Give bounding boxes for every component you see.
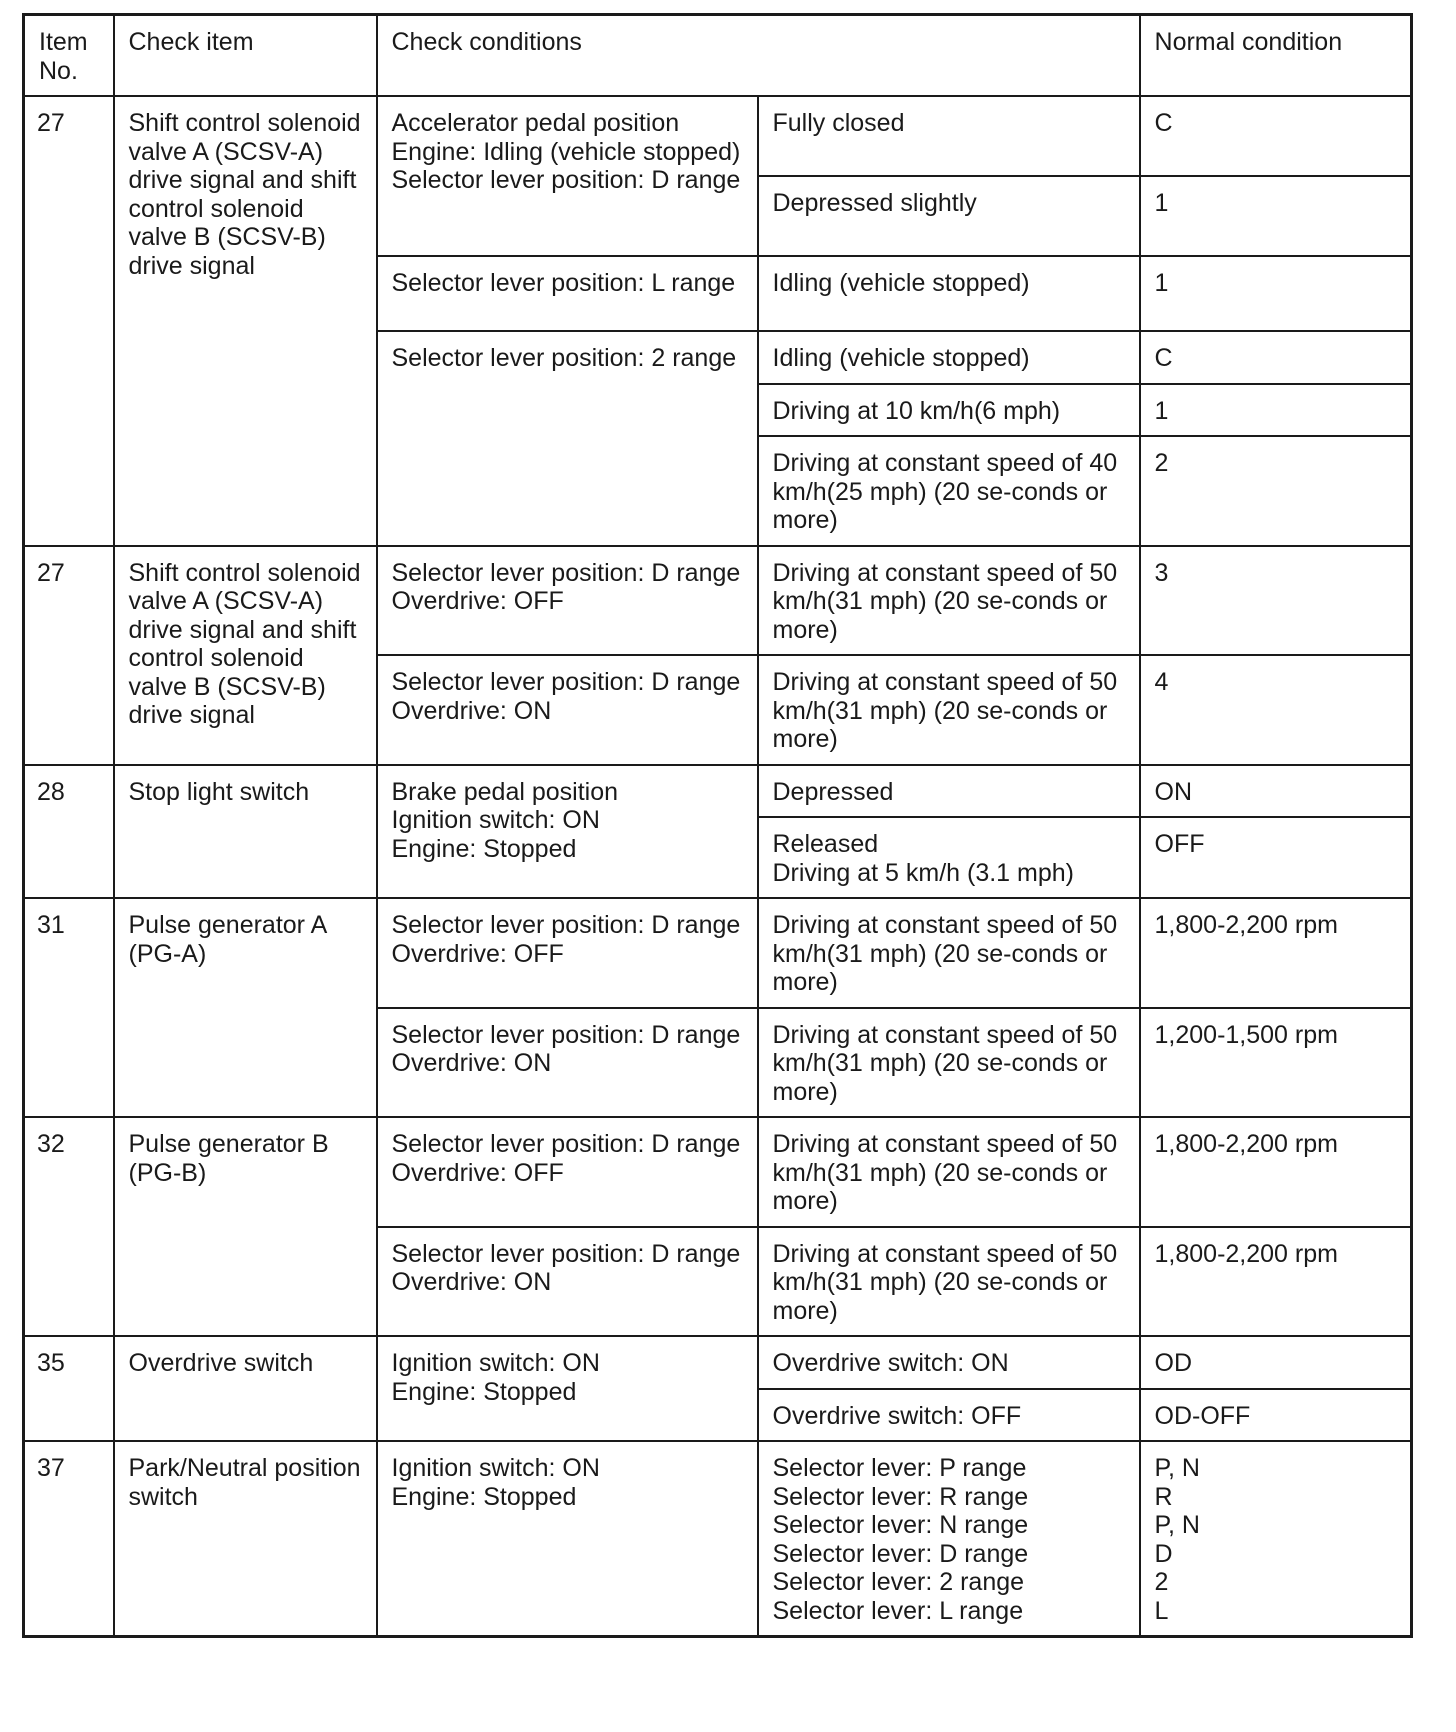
table-row <box>24 765 1412 818</box>
table-row <box>24 1336 1412 1389</box>
check-item: Pulse generator B (PG-B) <box>114 1117 377 1336</box>
normal-condition: ON <box>1140 765 1412 818</box>
normal-condition: 1,800-2,200 rpm <box>1140 1227 1412 1337</box>
check-item: Overdrive switch <box>114 1336 377 1441</box>
header-check-conditions: Check conditions <box>377 15 1140 97</box>
check-table <box>22 13 1413 1638</box>
condition-detail: Driving at constant speed of 50 km/h(31 mph) (20 se-conds or more) <box>758 546 1140 656</box>
check-item: Pulse generator A (PG-A) <box>114 898 377 1117</box>
condition-detail: Depressed <box>758 765 1140 818</box>
check-condition: Selector lever position: L range <box>377 256 758 331</box>
header-row <box>24 15 1412 97</box>
normal-condition: C <box>1140 331 1412 384</box>
check-condition: Selector lever position: 2 range <box>377 331 758 546</box>
check-item: Shift control solenoid valve A (SCSV-A) drive signal and shift control solenoid valve B (SCSV-B) drive signal <box>114 96 377 546</box>
table-row <box>24 546 1412 656</box>
normal-condition: 1 <box>1140 176 1412 256</box>
normal-condition: 2 <box>1140 436 1412 546</box>
table-body <box>24 96 1412 1637</box>
check-condition: Selector lever position: D range Overdrive: ON <box>377 655 758 765</box>
check-condition: Selector lever position: D range Overdrive: OFF <box>377 546 758 656</box>
item-number: 28 <box>24 765 114 899</box>
check-item: Shift control solenoid valve A (SCSV-A) drive signal and shift control solenoid valve B (SCSV-B) drive signal <box>114 546 377 765</box>
check-condition: Selector lever position: D range Overdrive: ON <box>377 1227 758 1337</box>
normal-condition: 1,800-2,200 rpm <box>1140 1117 1412 1227</box>
condition-detail: Idling (vehicle stopped) <box>758 256 1140 331</box>
table-row <box>24 96 1412 176</box>
check-item: Stop light switch <box>114 765 377 899</box>
table-row <box>24 1117 1412 1227</box>
normal-condition: 3 <box>1140 546 1412 656</box>
normal-condition: P, N R P, N D 2 L <box>1140 1441 1412 1637</box>
check-condition: Selector lever position: D range Overdrive: OFF <box>377 1117 758 1227</box>
condition-detail: Driving at constant speed of 50 km/h(31 mph) (20 se-conds or more) <box>758 1008 1140 1118</box>
condition-detail: Driving at constant speed of 50 km/h(31 mph) (20 se-conds or more) <box>758 1227 1140 1337</box>
normal-condition: OD <box>1140 1336 1412 1389</box>
check-condition: Accelerator pedal position Engine: Idling (vehicle stopped) Selector lever position: D range <box>377 96 758 256</box>
item-number: 31 <box>24 898 114 1117</box>
condition-detail: Depressed slightly <box>758 176 1140 256</box>
normal-condition: C <box>1140 96 1412 176</box>
condition-detail: Selector lever: P range Selector lever: R range Selector lever: N range Selector lever: D range Selector lever: 2 range Selector lever: L range <box>758 1441 1140 1637</box>
check-condition: Selector lever position: D range Overdrive: OFF <box>377 898 758 1008</box>
condition-detail: Overdrive switch: OFF <box>758 1389 1140 1442</box>
normal-condition: OD-OFF <box>1140 1389 1412 1442</box>
normal-condition: 4 <box>1140 655 1412 765</box>
condition-detail: Driving at constant speed of 40 km/h(25 mph) (20 se-conds or more) <box>758 436 1140 546</box>
condition-detail: Released Driving at 5 km/h (3.1 mph) <box>758 817 1140 898</box>
condition-detail: Driving at 10 km/h(6 mph) <box>758 384 1140 437</box>
normal-condition: 1 <box>1140 256 1412 331</box>
header-check-item: Check item <box>114 15 377 97</box>
header-normal-condition: Normal condition <box>1140 15 1412 97</box>
item-number: 37 <box>24 1441 114 1637</box>
condition-detail: Fully closed <box>758 96 1140 176</box>
check-condition: Brake pedal position Ignition switch: ON Engine: Stopped <box>377 765 758 899</box>
condition-detail: Idling (vehicle stopped) <box>758 331 1140 384</box>
header-item-no: Item No. <box>24 15 114 97</box>
item-number: 27 <box>24 96 114 546</box>
check-condition: Selector lever position: D range Overdrive: ON <box>377 1008 758 1118</box>
normal-condition: OFF <box>1140 817 1412 898</box>
item-number: 27 <box>24 546 114 765</box>
condition-detail: Overdrive switch: ON <box>758 1336 1140 1389</box>
table-row <box>24 1441 1412 1637</box>
check-item: Park/Neutral position switch <box>114 1441 377 1637</box>
item-number: 32 <box>24 1117 114 1336</box>
check-condition: Ignition switch: ON Engine: Stopped <box>377 1336 758 1441</box>
table-row <box>24 898 1412 1008</box>
condition-detail: Driving at constant speed of 50 km/h(31 mph) (20 se-conds or more) <box>758 898 1140 1008</box>
item-number: 35 <box>24 1336 114 1441</box>
table-header <box>24 15 1412 97</box>
check-condition: Ignition switch: ON Engine: Stopped <box>377 1441 758 1637</box>
normal-condition: 1,200-1,500 rpm <box>1140 1008 1412 1118</box>
normal-condition: 1 <box>1140 384 1412 437</box>
condition-detail: Driving at constant speed of 50 km/h(31 mph) (20 se-conds or more) <box>758 655 1140 765</box>
condition-detail: Driving at constant speed of 50 km/h(31 mph) (20 se-conds or more) <box>758 1117 1140 1227</box>
normal-condition: 1,800-2,200 rpm <box>1140 898 1412 1008</box>
